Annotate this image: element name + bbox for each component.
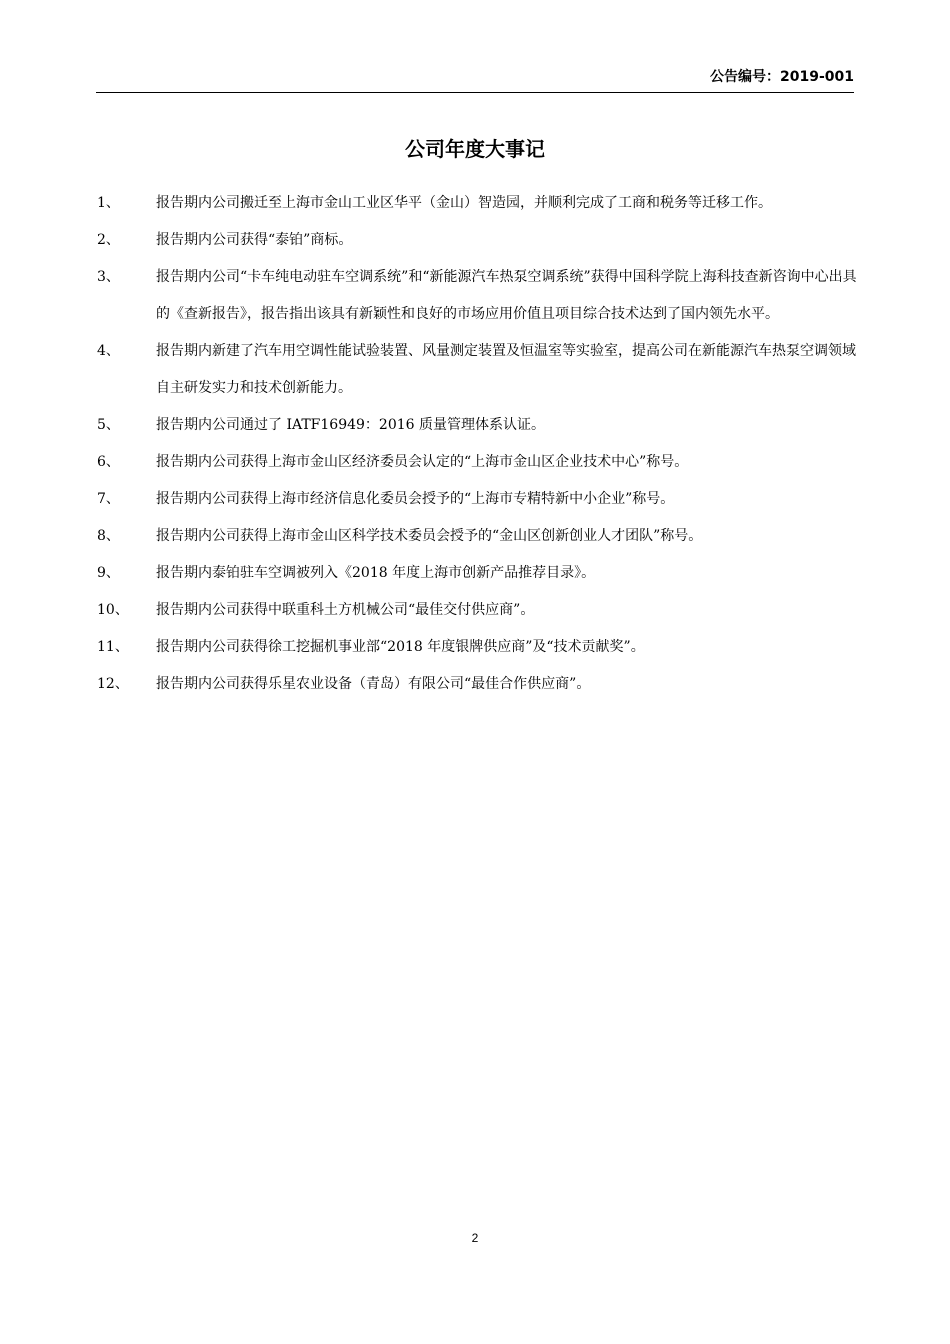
item-number: 5、 (97, 417, 120, 433)
item-number: 9、 (97, 565, 120, 581)
item-text: 报告期内公司“卡车纯电动驻车空调系统”和“新能源汽车热泵空调系统”获得中国科学院上海科技查新咨询中心出具的《查新报告》，报告指出该具有新颖性和良好的市场应用价值且项目综合技术达到了国内领先水平。 (156, 269, 857, 322)
list-item (97, 518, 857, 555)
item-text: 报告期内公司获得上海市金山区经济委员会认定的“上海市金山区企业技术中心”称号。 (156, 454, 689, 470)
item-number: 10、 (97, 602, 129, 618)
list-item (97, 481, 857, 518)
item-text: 报告期内公司搬迁至上海市金山工业区华平（金山）智造园，并顺利完成了工商和税务等迁移工作。 (156, 195, 772, 211)
list-item (97, 666, 857, 703)
item-text: 报告期内公司获得“泰铂”商标。 (156, 232, 353, 248)
item-number: 1、 (97, 195, 120, 211)
item-number: 6、 (97, 454, 120, 470)
item-number: 2、 (97, 232, 120, 248)
item-number: 3、 (97, 269, 120, 285)
list-item (97, 333, 857, 407)
item-text: 报告期内新建了汽车用空调性能试验装置、风量测定装置及恒温室等实验室，提高公司在新能源汽车热泵空调领域自主研发实力和技术创新能力。 (156, 343, 856, 396)
list-item (97, 185, 857, 222)
list-item (97, 629, 857, 666)
page-number: 2 (471, 1231, 479, 1245)
list-item (97, 407, 857, 444)
list-item (97, 592, 857, 629)
item-number: 8、 (97, 528, 120, 544)
item-text: 报告期内公司获得上海市经济信息化委员会授予的“上海市专精特新中小企业”称号。 (156, 491, 675, 507)
item-number: 11、 (97, 639, 129, 655)
page-title: 公司年度大事记 (405, 137, 545, 161)
item-text: 报告期内公司获得上海市金山区科学技术委员会授予的“金山区创新创业人才团队”称号。 (156, 528, 703, 544)
item-text: 报告期内公司获得徐工挖掘机事业部“2018 年度银牌供应商”及“技术贡献奖”。 (156, 639, 645, 655)
item-text: 报告期内公司获得乐星农业设备（青岛）有限公司“最佳合作供应商”。 (156, 676, 591, 692)
item-number: 12、 (97, 676, 129, 692)
list-item (97, 222, 857, 259)
item-number: 7、 (97, 491, 120, 507)
event-list (97, 185, 857, 703)
list-item (97, 444, 857, 481)
item-text: 报告期内公司获得中联重科土方机械公司“最佳交付供应商”。 (156, 602, 535, 618)
announcement-number: 公告编号：2019-001 (710, 69, 854, 85)
item-text: 报告期内公司通过了 IATF16949：2016 质量管理体系认证。 (156, 417, 545, 433)
item-number: 4、 (97, 343, 120, 359)
item-text: 报告期内泰铂驻车空调被列入《2018 年度上海市创新产品推荐目录》。 (156, 565, 596, 581)
page-header (96, 66, 854, 93)
list-item (97, 555, 857, 592)
list-item (97, 259, 857, 333)
